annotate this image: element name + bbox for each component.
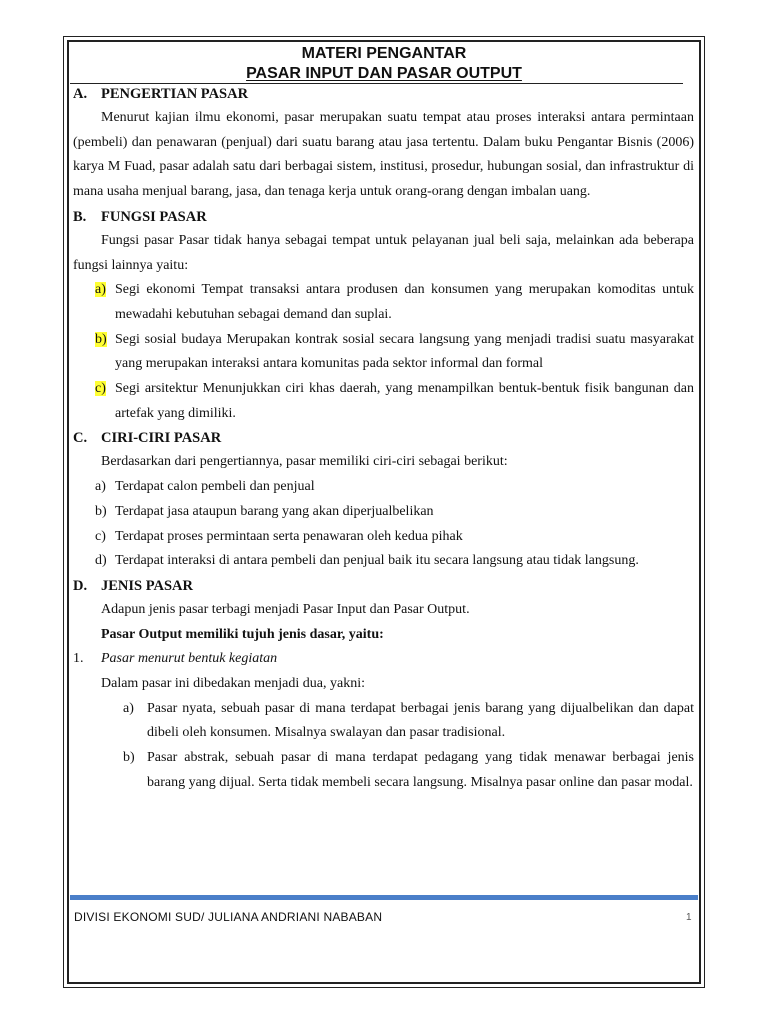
section-d-sub-intro: Dalam pasar ini dibedakan menjadi dua, yakni: [101,676,365,692]
list-marker-highlighted: b) [95,331,107,347]
list-marker: c) [95,528,106,544]
list-item [73,549,694,574]
section-title: PENGERTIAN PASAR [101,86,249,102]
section-d-subheading: Pasar Output memiliki tujuh jenis dasar, yaitu: [101,626,384,642]
section-title: JENIS PASAR [101,577,193,594]
list-item-text: Segi sosial budaya Merupakan kontrak sosial secara langsung yang menjadi tradisi suatu masyarakat yang merupakan interaksi antara komunitas pada sektor informal dan formal [115,331,694,372]
section-letter: B. [73,208,87,225]
section-d-heading [73,574,694,598]
list-item [73,746,694,795]
document-subtitle: PASAR INPUT DAN PASAR OUTPUT [246,65,522,82]
list-item-text: Pasar abstrak, sebuah pasar di mana terdapat pedagang yang tidak menawar berbagai jenis barang yang dijual. Serta tidak membeli secara langsung. Misalnya pasar online dan pasar modal. [147,750,694,790]
list-marker-highlighted: a) [95,282,106,298]
list-item [73,328,694,377]
section-letter: D. [73,577,88,594]
list-marker: a) [95,479,106,495]
section-title: CIRI-CIRI PASAR [101,430,222,447]
section-a-paragraph: Menurut kajian ilmu ekonomi, pasar merupakan suatu tempat atau proses interaksi antara permintaan (pembeli) dan penawaran (penjual) dari suatu barang atau jasa tertentu. Dalam buku Pengantar Bisnis (2006) karya M Fuad, pasar adalah satu dari berbagai sistem, institusi, prosedur, hubungan sosial, dan infrastruktur di mana usaha menjual barang, jasa, dan tenaga kerja untuk orang-orang dengan imbalan uang. [73,110,694,200]
list-item-text: Terdapat proses permintaan serta penawaran oleh kedua pihak [115,528,463,544]
footer-divider [70,895,698,900]
list-marker-highlighted: c) [95,381,106,397]
list-marker: a) [123,700,134,716]
numbered-item-text: Pasar menurut bentuk kegiatan [101,651,278,667]
list-item [73,500,694,525]
section-b-intro: Fungsi pasar Pasar tidak hanya sebagai tempat untuk pelayanan jual beli saja, melainkan ada beberapa fungsi lainnya yaitu: [73,232,694,273]
page-number: 1 [686,912,692,923]
section-letter: A. [73,86,88,102]
list-item-text: Segi arsitektur Menunjukkan ciri khas daerah, yang menampilkan bentuk-bentuk fisik bangunan dan artefak yang dimiliki. [115,381,694,421]
list-item [73,525,694,550]
footer-text: DIVISI EKONOMI SUD/ JULIANA ANDRIANI NABABAN [74,910,383,924]
list-item [73,475,694,500]
list-item-text: Terdapat jasa ataupun barang yang akan diperjualbelikan [115,503,434,519]
list-item-text: Terdapat interaksi di antara pembeli dan penjual baik itu secara langsung atau tidak langsung. [115,553,639,569]
list-marker: b) [95,503,107,519]
section-c-intro: Berdasarkan dari pengertiannya, pasar memiliki ciri-ciri sebagai berikut: [101,454,508,470]
section-c-heading [73,426,694,450]
list-marker: d) [95,553,107,569]
section-letter: C. [73,430,88,447]
document-body [73,82,694,796]
numbered-item [73,647,694,672]
list-item [73,697,694,746]
section-d-intro: Adapun jenis pasar terbagi menjadi Pasar Input dan Pasar Output. [101,601,470,617]
number-marker: 1. [73,651,84,667]
list-item [73,278,694,327]
list-item-text: Segi ekonomi Tempat transaksi antara produsen dan konsumen yang merupakan komoditas untuk mewadahi kebutuhan sebagai demand dan suplai. [115,282,694,322]
section-b-heading [73,205,694,229]
document-title: MATERI PENGANTAR [301,45,467,62]
section-a-heading [73,82,694,106]
list-item-text: Terdapat calon pembeli dan penjual [115,479,315,495]
list-item [73,377,694,426]
list-marker: b) [123,750,135,766]
section-title: FUNGSI PASAR [101,208,207,225]
list-item-text: Pasar nyata, sebuah pasar di mana terdapat berbagai jenis barang yang dijualbelikan dan dapat dibeli oleh konsumen. Misalnya swalayan dan pasar tradisional. [147,700,694,741]
